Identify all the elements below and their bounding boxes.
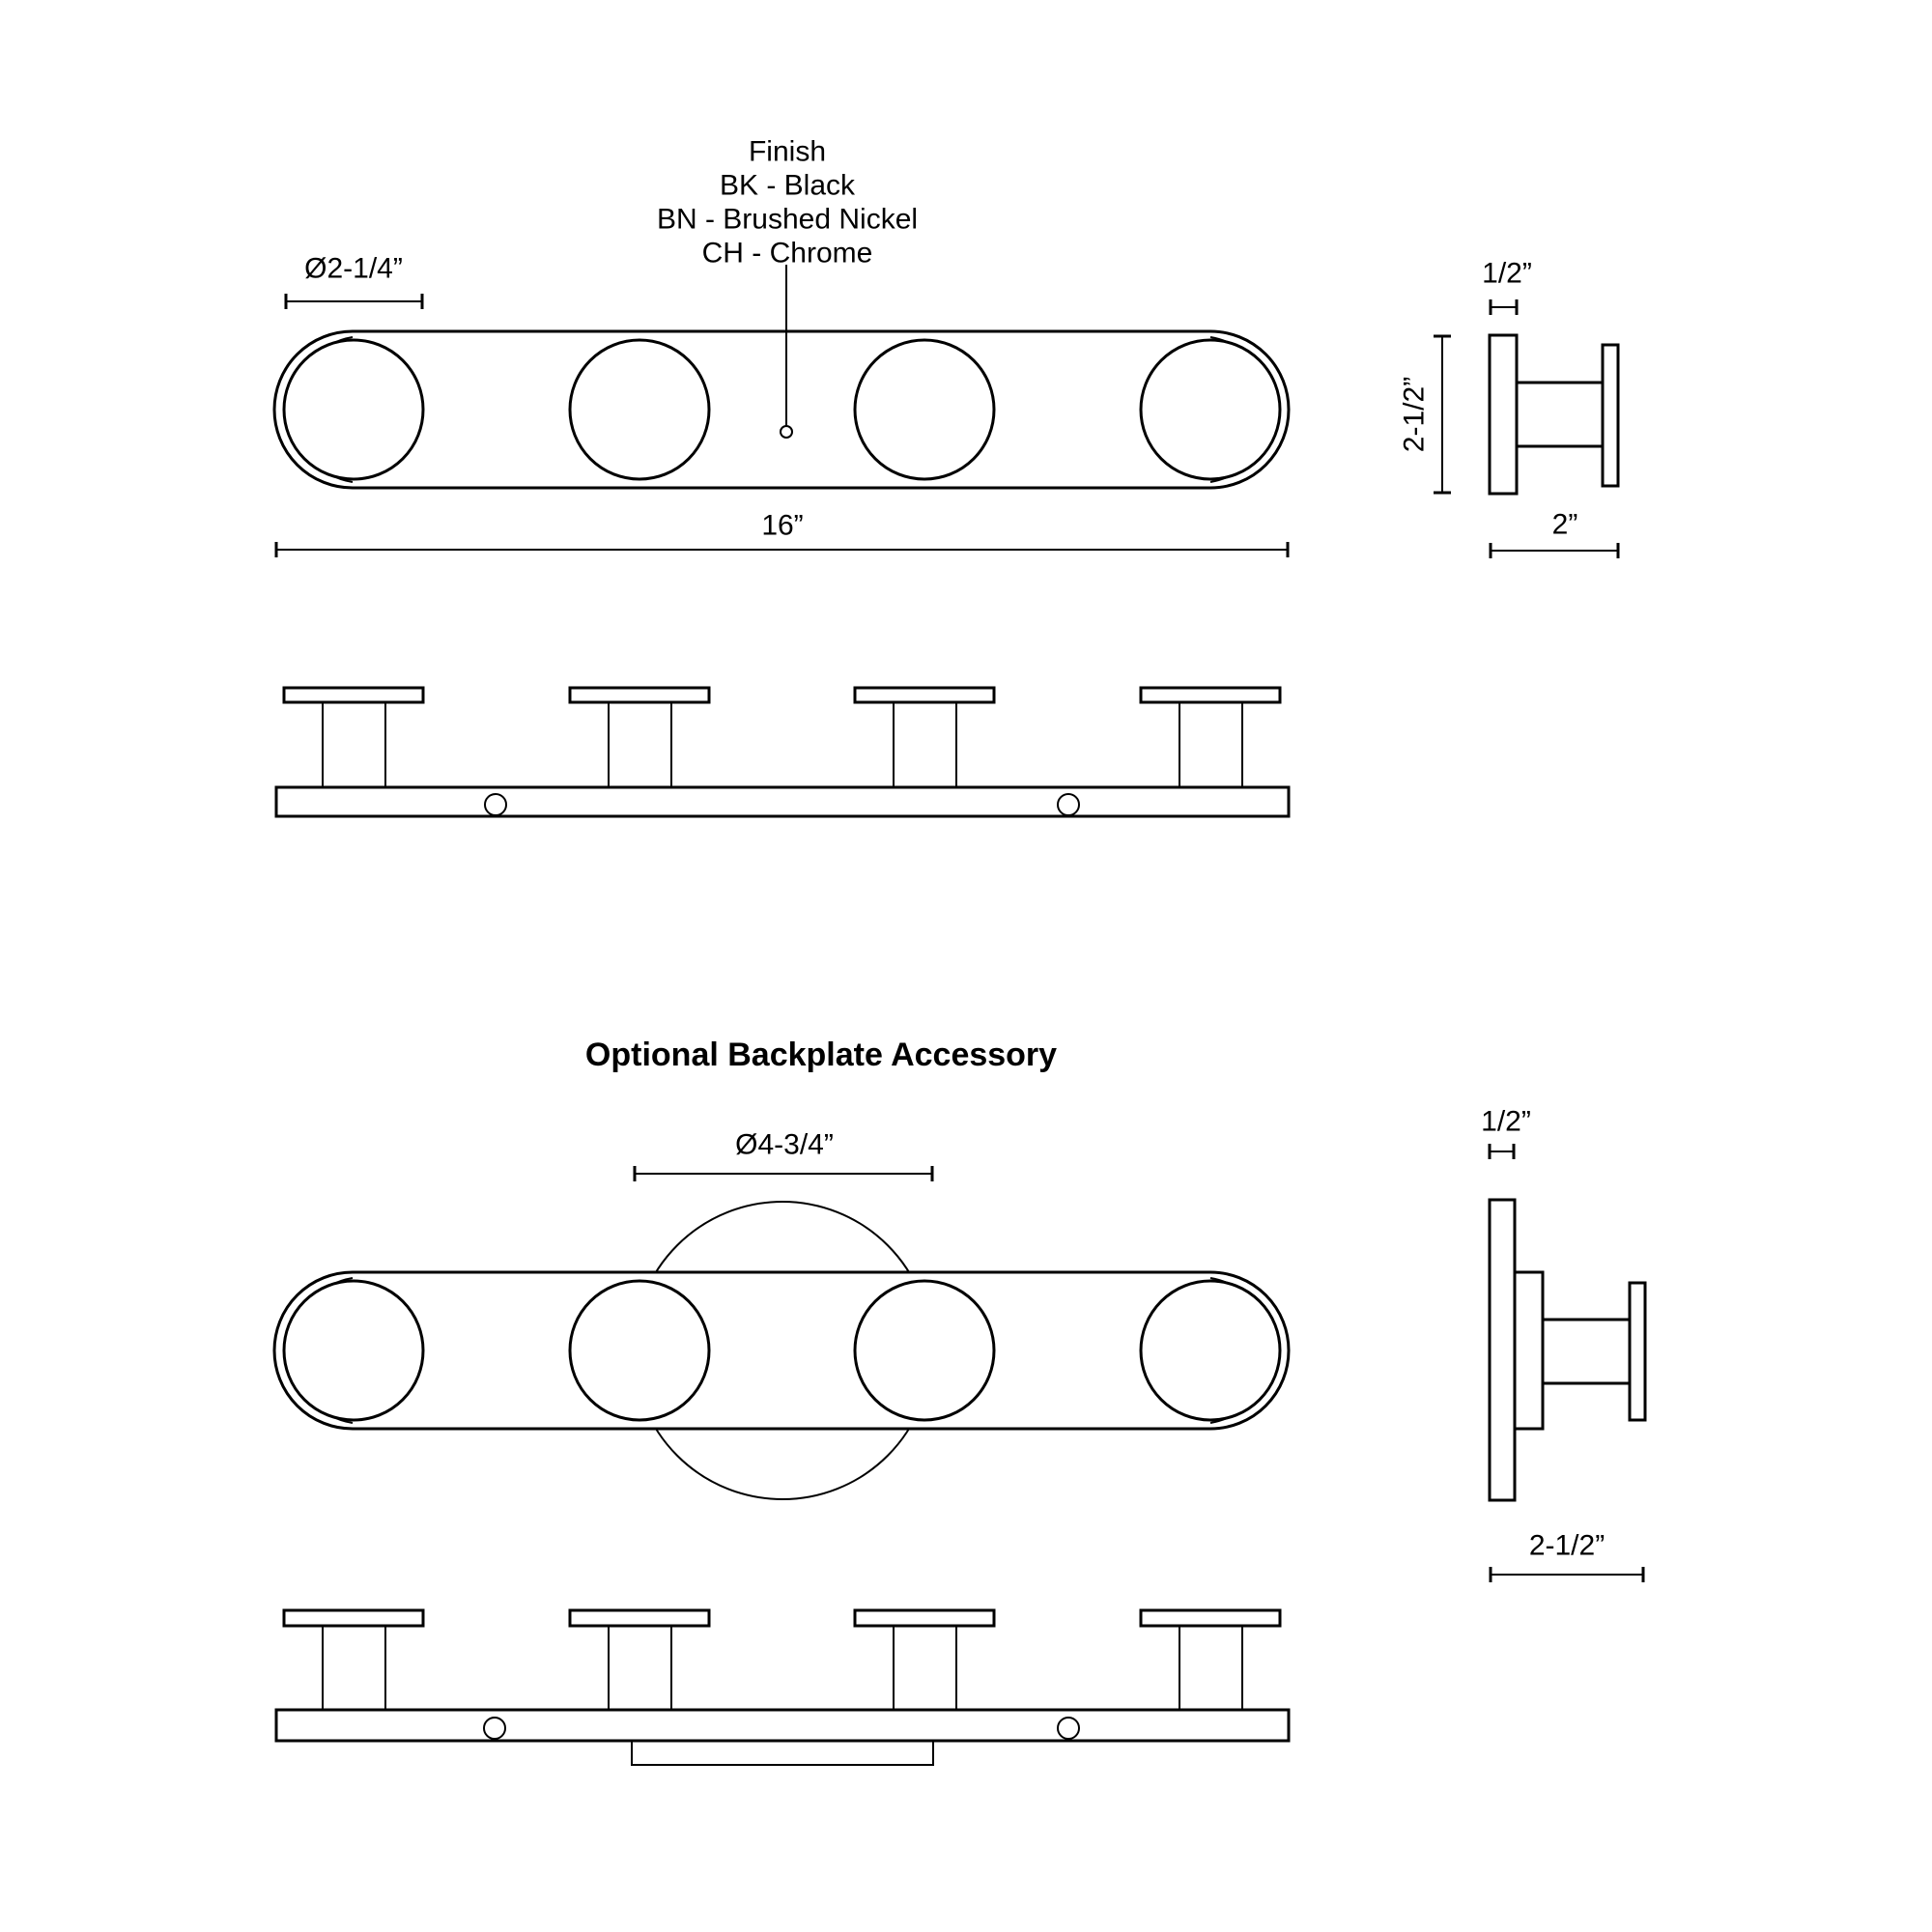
knob-cap [855, 1610, 994, 1626]
fixture-bar-outline [274, 1272, 1289, 1429]
dim-overall-depth-label: 2” [1551, 508, 1578, 541]
finish-heading: Finish [748, 135, 827, 168]
knob-profile [1603, 345, 1618, 486]
bottom-side-view [1481, 1106, 1645, 1583]
knob-top-view [284, 1610, 423, 1710]
knob-circle [855, 1281, 994, 1420]
knob-circle [570, 1281, 709, 1420]
finish-option-bn: BN - Brushed Nickel [656, 203, 919, 236]
dim-overall-depth [1491, 509, 1618, 559]
knob-circle [1141, 1281, 1280, 1420]
knob-top-view [855, 688, 994, 787]
dim-knob-diameter-label: Ø2-1/4” [304, 252, 403, 285]
dim-backplate-depth-label: 1/2” [1481, 1105, 1531, 1138]
top-bottom-view [276, 688, 1289, 816]
knob-circle [284, 340, 423, 479]
fixture-bar-outline [274, 331, 1289, 488]
knob-circle [284, 1281, 423, 1420]
bar-profile [1490, 335, 1517, 494]
mounting-bar [276, 1710, 1289, 1741]
top-front-view [274, 265, 1289, 488]
knob-cap [1141, 1610, 1280, 1626]
dim-backplate-diameter [635, 1129, 932, 1182]
knob-top-view [1141, 1610, 1280, 1710]
knob-cap [855, 688, 994, 702]
knob-circle [570, 340, 709, 479]
dim-overall-width-label: 16” [761, 509, 804, 542]
dim-bar-height [1399, 336, 1452, 493]
bottom-front-view [274, 1129, 1289, 1500]
dim-overall-depth-backplate [1491, 1530, 1643, 1583]
knob-top-view [284, 688, 423, 787]
dim-backplate-diameter-label: Ø4-3/4” [735, 1128, 834, 1161]
knob-top-view [570, 688, 709, 787]
dim-overall-depth-backplate-label: 2-1/2” [1528, 1529, 1605, 1562]
section-title: Optional Backplate Accessory [584, 1037, 1058, 1073]
knob-top-view [855, 1610, 994, 1710]
dim-bar-depth-label: 1/2” [1482, 257, 1532, 290]
backplate-edge [632, 1741, 933, 1765]
knob-cap [570, 1610, 709, 1626]
knob-circle [855, 340, 994, 479]
bar-profile [1515, 1272, 1543, 1429]
mounting-bar [276, 787, 1289, 816]
finish-option-ch: CH - Chrome [701, 237, 873, 270]
knob-circle [1141, 340, 1280, 479]
backplate-profile [1490, 1200, 1515, 1500]
dim-bar-depth [1482, 258, 1532, 316]
dim-overall-width [276, 510, 1288, 558]
bottom-bottom-view [276, 1610, 1289, 1765]
knob-top-view [570, 1610, 709, 1710]
finish-option-bk: BK - Black [719, 169, 856, 202]
dim-bar-height-label: 2-1/2” [1398, 376, 1431, 453]
knob-cap [570, 688, 709, 702]
dim-knob-diameter [286, 253, 422, 310]
dim-backplate-depth [1481, 1106, 1531, 1160]
knob-cap [284, 1610, 423, 1626]
finish-legend [657, 136, 918, 270]
top-side-view [1399, 258, 1619, 559]
knob-top-view [1141, 688, 1280, 787]
knob-profile [1630, 1283, 1645, 1420]
knob-cap [284, 688, 423, 702]
knob-cap [1141, 688, 1280, 702]
